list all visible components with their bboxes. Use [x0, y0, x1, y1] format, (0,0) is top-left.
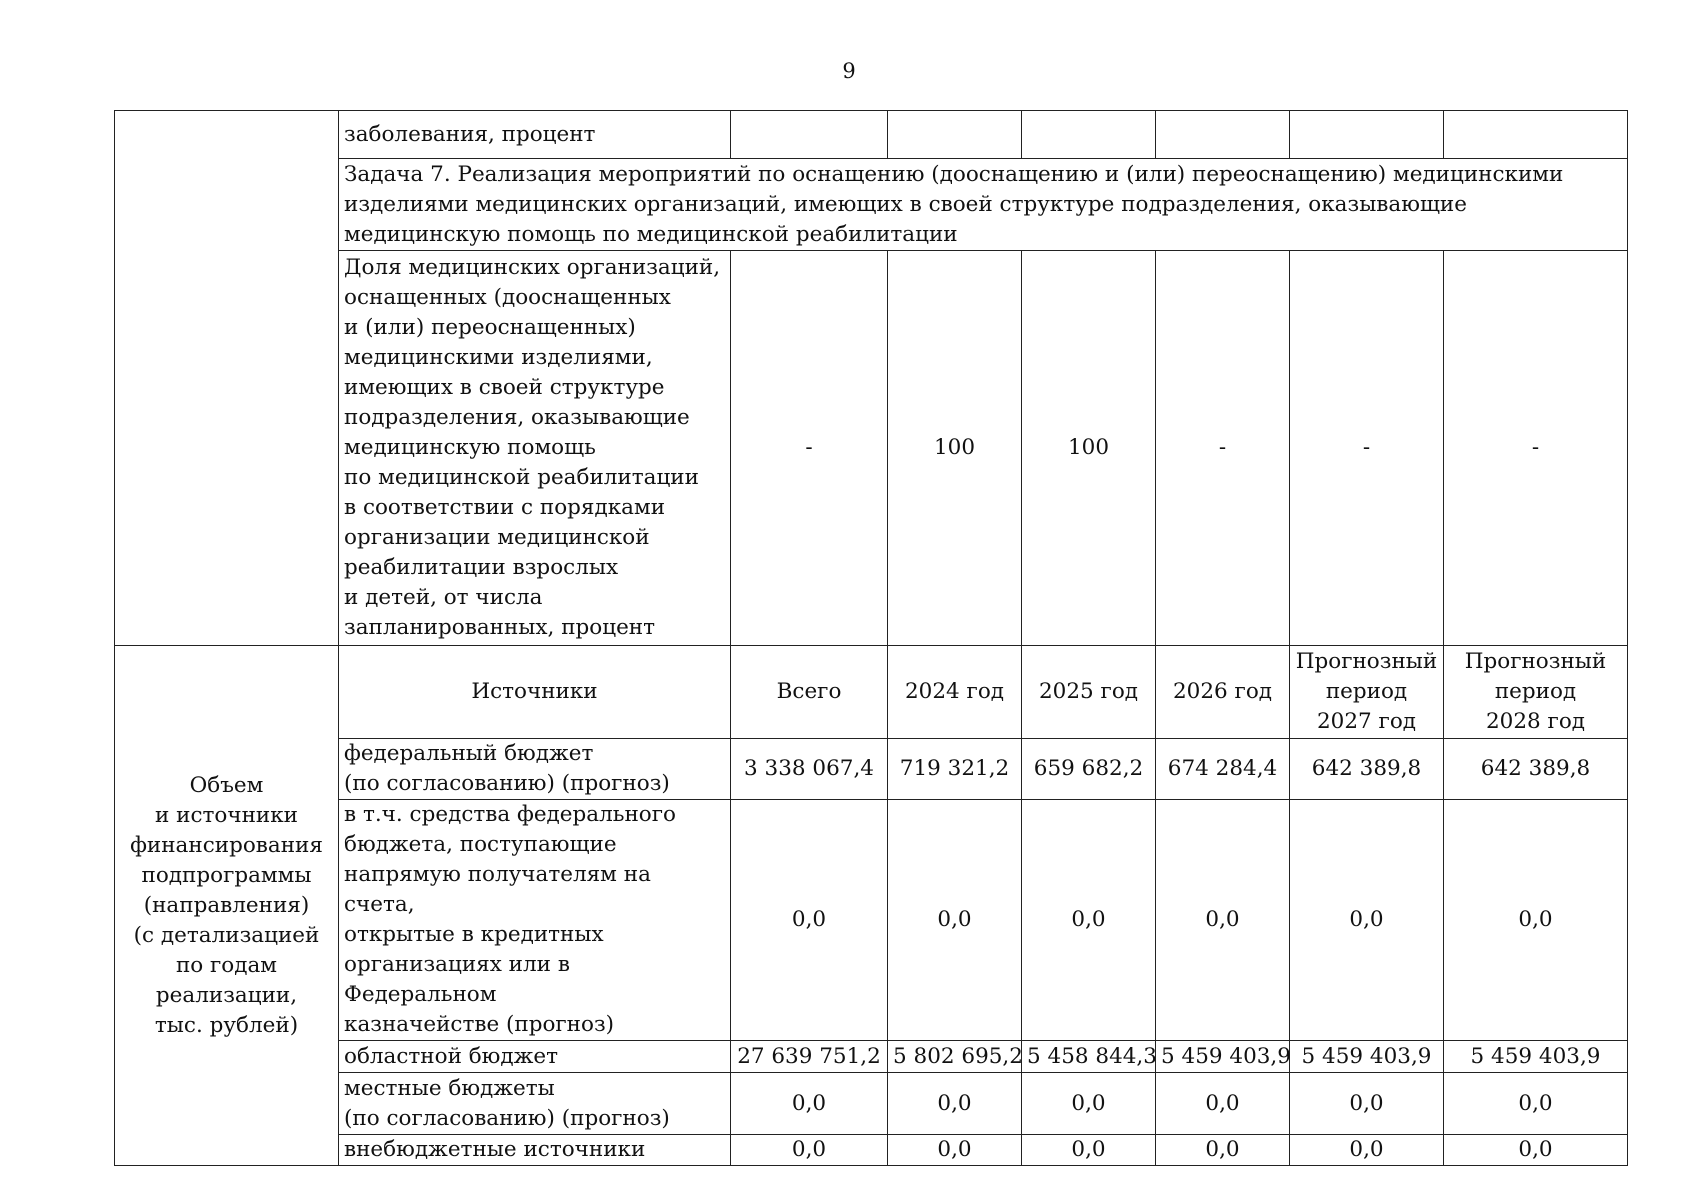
value-2028: 642 389,8	[1444, 739, 1628, 800]
value-2028: 5 459 403,9	[1444, 1041, 1628, 1073]
table-row	[115, 159, 1628, 251]
source-label: внебюджетные источники	[339, 1135, 731, 1166]
table-row	[115, 251, 1628, 646]
empty-side-cell	[115, 111, 339, 646]
value-2024: 5 802 695,2	[888, 1041, 1022, 1073]
header-2024: 2024 год	[888, 646, 1022, 739]
table-row	[115, 1073, 1628, 1135]
indicator-value-2024: 100	[888, 251, 1022, 646]
value-2025: 0,0	[1022, 800, 1156, 1041]
header-2026: 2026 год	[1156, 646, 1290, 739]
header-2027: Прогнозный период 2027 год	[1290, 646, 1444, 739]
value-2027: 0,0	[1290, 1135, 1444, 1166]
value-2026: 0,0	[1156, 1135, 1290, 1166]
program-table	[114, 110, 1628, 1166]
value-2027: 642 389,8	[1290, 739, 1444, 800]
value-2027: 0,0	[1290, 800, 1444, 1041]
finance-header-row	[115, 646, 1628, 739]
value-2025: 5 458 844,3	[1022, 1041, 1156, 1073]
value-2027: 5 459 403,9	[1290, 1041, 1444, 1073]
value-total: 3 338 067,4	[731, 739, 888, 800]
source-label: областной бюджет	[339, 1041, 731, 1073]
value-2025: 659 682,2	[1022, 739, 1156, 800]
indicator-value-total: -	[731, 251, 888, 646]
indicator-text-cont: заболевания, процент	[339, 111, 731, 159]
value-total: 0,0	[731, 1135, 888, 1166]
table-row	[115, 1135, 1628, 1166]
value-2026: 0,0	[1156, 1073, 1290, 1135]
value-total: 0,0	[731, 1073, 888, 1135]
empty-cell	[1156, 111, 1290, 159]
table-row	[115, 111, 1628, 159]
indicator-label: Доля медицинских организаций, оснащенных (дооснащенных и (или) переоснащенных) медицинскими изделиями, имеющих в своей структуре подразделения, оказывающие медицинскую помощь по медицинской реабилитации в соответствии с порядками организации медицинской реабилитации взрослых и детей, от числа запланированных, процент	[344, 255, 721, 640]
value-2026: 5 459 403,9	[1156, 1041, 1290, 1073]
indicator-value-2026: -	[1156, 251, 1290, 646]
indicator-value-2025: 100	[1022, 251, 1156, 646]
source-label: в т.ч. средства федерального бюджета, поступающие напрямую получателям на счета, открытые в кредитных организациях или в Федеральном казначействе (прогноз)	[339, 800, 731, 1041]
source-label: местные бюджеты (по согласованию) (прогноз)	[339, 1073, 731, 1135]
value-2024: 719 321,2	[888, 739, 1022, 800]
header-2025: 2025 год	[1022, 646, 1156, 739]
value-total: 0,0	[731, 800, 888, 1041]
indicator-value-2028: -	[1444, 251, 1628, 646]
value-total: 27 639 751,2	[731, 1041, 888, 1073]
header-2028: Прогнозный период 2028 год	[1444, 646, 1628, 739]
indicator-value-2027: -	[1290, 251, 1444, 646]
value-2025: 0,0	[1022, 1073, 1156, 1135]
table-row	[115, 739, 1628, 800]
page-number: 9	[842, 59, 856, 83]
value-2024: 0,0	[888, 800, 1022, 1041]
header-sources: Источники	[339, 646, 731, 739]
finance-side-label: Объем и источники финансирования подпрограммы (направления) (с детализацией по годам реализации, тыс. рублей)	[115, 646, 339, 1166]
empty-cell	[1444, 111, 1628, 159]
value-2024: 0,0	[888, 1073, 1022, 1135]
empty-cell	[888, 111, 1022, 159]
table-row	[115, 800, 1628, 1041]
value-2028: 0,0	[1444, 1073, 1628, 1135]
task-7-heading: Задача 7. Реализация мероприятий по оснащению (дооснащению и (или) переоснащению) медицинскими изделиями медицинских организаций, имеющих в своей структуре подразделения, оказывающие медицинскую помощь по медицинской реабилитации	[339, 159, 1628, 251]
value-2027: 0,0	[1290, 1073, 1444, 1135]
table-row	[115, 1041, 1628, 1073]
header-total: Всего	[731, 646, 888, 739]
indicator-text	[339, 251, 731, 646]
source-label: федеральный бюджет (по согласованию) (прогноз)	[339, 739, 731, 800]
empty-cell	[731, 111, 888, 159]
value-2026: 0,0	[1156, 800, 1290, 1041]
empty-cell	[1290, 111, 1444, 159]
value-2028: 0,0	[1444, 1135, 1628, 1166]
value-2028: 0,0	[1444, 800, 1628, 1041]
value-2025: 0,0	[1022, 1135, 1156, 1166]
value-2024: 0,0	[888, 1135, 1022, 1166]
empty-cell	[1022, 111, 1156, 159]
value-2026: 674 284,4	[1156, 739, 1290, 800]
